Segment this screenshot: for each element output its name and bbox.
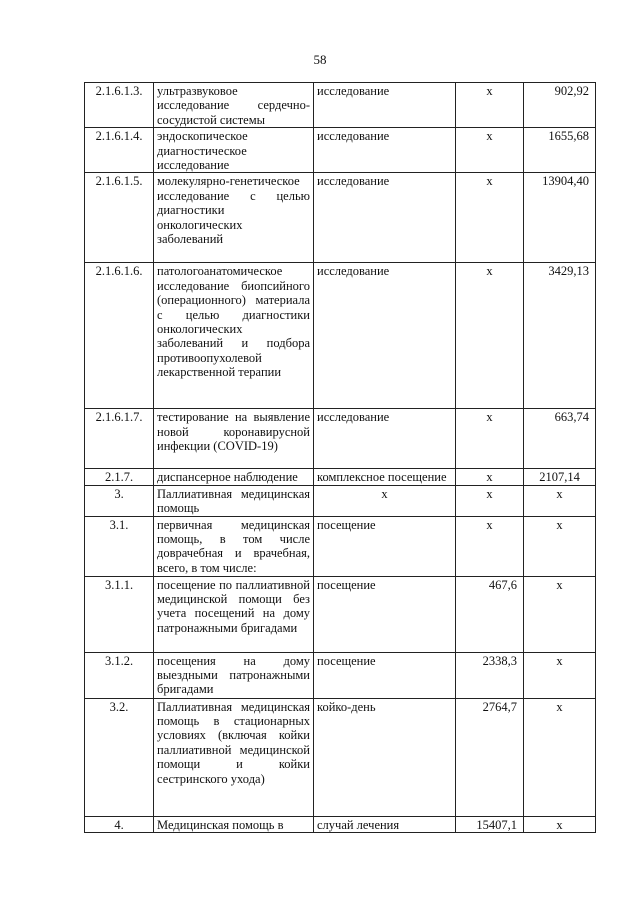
unit-of-measure: комплексное посещение — [314, 469, 456, 485]
unit-of-measure: исследование — [314, 409, 456, 469]
value-column-1: х — [456, 485, 524, 516]
unit-of-measure: посещение — [314, 516, 456, 576]
value-column-1: х — [456, 83, 524, 128]
table-row — [85, 516, 596, 576]
value-column-1: х — [456, 469, 524, 485]
service-name: патологоанатомическое исследование биопсийного (операционного) материала с целью диагностики онкологических заболеваний и подбора противоопухолевой лекарственной терапии — [154, 263, 314, 409]
service-name: посещение по паллиативной медицинской помощи без учета посещений на дому патронажными бригадами — [154, 576, 314, 652]
value-column-2: х — [524, 652, 596, 698]
value-column-2: 2107,14 — [524, 469, 596, 485]
row-number: 3.1.2. — [85, 652, 154, 698]
value-column-2: х — [524, 816, 596, 832]
unit-of-measure: посещение — [314, 652, 456, 698]
value-column-2: х — [524, 698, 596, 816]
value-column-2: х — [524, 576, 596, 652]
row-number: 2.1.6.1.7. — [85, 409, 154, 469]
unit-of-measure: исследование — [314, 128, 456, 173]
unit-of-measure: случай лечения — [314, 816, 456, 832]
row-number: 3. — [85, 485, 154, 516]
value-column-2: 902,92 — [524, 83, 596, 128]
service-name: тестирование на выявление новой коронавирусной инфекции (COVID-19) — [154, 409, 314, 469]
page-number: 58 — [313, 52, 327, 67]
row-number: 2.1.6.1.6. — [85, 263, 154, 409]
row-number: 3.1. — [85, 516, 154, 576]
value-column-1: х — [456, 409, 524, 469]
service-name: посещения на дому выездными патронажными бригадами — [154, 652, 314, 698]
value-column-1: х — [456, 173, 524, 263]
value-column-2: х — [524, 516, 596, 576]
service-name: молекулярно-генетическое исследование с целью диагностики онкологических заболеваний — [154, 173, 314, 263]
unit-of-measure: х — [314, 485, 456, 516]
unit-of-measure: исследование — [314, 263, 456, 409]
row-number: 4. — [85, 816, 154, 832]
table-row — [85, 576, 596, 652]
row-number: 3.2. — [85, 698, 154, 816]
service-name: Медицинская помощь в — [154, 816, 314, 832]
value-column-1: 2338,3 — [456, 652, 524, 698]
value-column-1: х — [456, 128, 524, 173]
table-row — [85, 409, 596, 469]
value-column-2: 663,74 — [524, 409, 596, 469]
tariff-table — [84, 82, 596, 833]
value-column-1: х — [456, 516, 524, 576]
table-row — [85, 128, 596, 173]
value-column-2: 3429,13 — [524, 263, 596, 409]
service-name: первичная медицинская помощь, в том числе доврачебная и врачебная, всего, в том числе: — [154, 516, 314, 576]
row-number: 2.1.6.1.5. — [85, 173, 154, 263]
value-column-1: 15407,1 — [456, 816, 524, 832]
row-number: 3.1.1. — [85, 576, 154, 652]
row-number: 2.1.7. — [85, 469, 154, 485]
table-row — [85, 816, 596, 832]
value-column-2: 1655,68 — [524, 128, 596, 173]
table-row — [85, 173, 596, 263]
value-column-2: 13904,40 — [524, 173, 596, 263]
table-row — [85, 83, 596, 128]
unit-of-measure: исследование — [314, 173, 456, 263]
service-name: ультразвуковое исследование сердечно-сосудистой системы — [154, 83, 314, 128]
value-column-2: х — [524, 485, 596, 516]
unit-of-measure: койко-день — [314, 698, 456, 816]
table-row — [85, 469, 596, 485]
value-column-1: 2764,7 — [456, 698, 524, 816]
service-name: Паллиативная медицинская помощь в стационарных условиях (включая койки паллиативной медицинской помощи и койки сестринского ухода) — [154, 698, 314, 816]
value-column-1: 467,6 — [456, 576, 524, 652]
table-row — [85, 263, 596, 409]
unit-of-measure: посещение — [314, 576, 456, 652]
table-row — [85, 698, 596, 816]
unit-of-measure: исследование — [314, 83, 456, 128]
table-row — [85, 485, 596, 516]
row-number: 2.1.6.1.3. — [85, 83, 154, 128]
service-name: эндоскопическое диагностическое исследование — [154, 128, 314, 173]
table-row — [85, 652, 596, 698]
service-name: Паллиативная медицинская помощь — [154, 485, 314, 516]
value-column-1: х — [456, 263, 524, 409]
row-number: 2.1.6.1.4. — [85, 128, 154, 173]
service-name: диспансерное наблюдение — [154, 469, 314, 485]
